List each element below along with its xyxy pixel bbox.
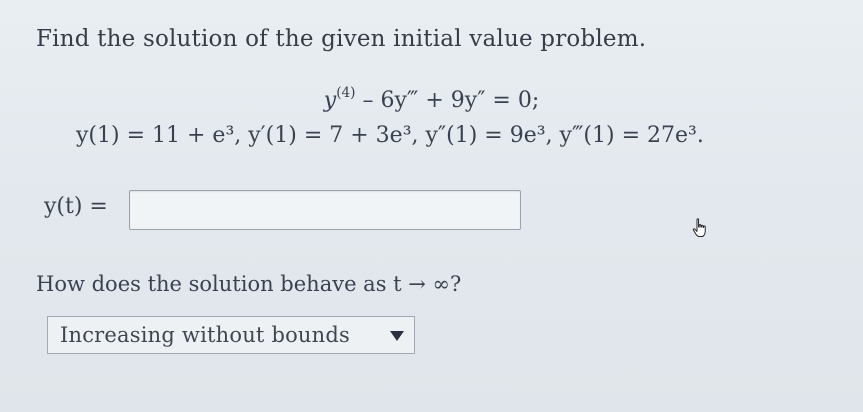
equation-rest: – 6y‴ + 9y″ = 0; xyxy=(355,88,540,113)
behavior-question: How does the solution behave as t → ∞? xyxy=(36,272,462,296)
equation-order: (4) xyxy=(336,84,356,101)
behavior-selected-value: Increasing without bounds xyxy=(60,323,350,347)
pointer-cursor-icon xyxy=(692,218,710,238)
differential-equation xyxy=(0,84,863,113)
chevron-down-icon xyxy=(390,331,404,341)
solution-input[interactable] xyxy=(129,190,521,230)
equation-y: y xyxy=(323,88,337,113)
behavior-dropdown[interactable] xyxy=(47,316,415,354)
initial-conditions: y(1) = 11 + e³, y′(1) = 7 + 3e³, y″(1) = 9e³, y‴(1) = 27e³. xyxy=(76,123,704,148)
problem-prompt: Find the solution of the given initial value problem. xyxy=(36,26,647,52)
answer-label: y(t) = xyxy=(44,194,108,219)
